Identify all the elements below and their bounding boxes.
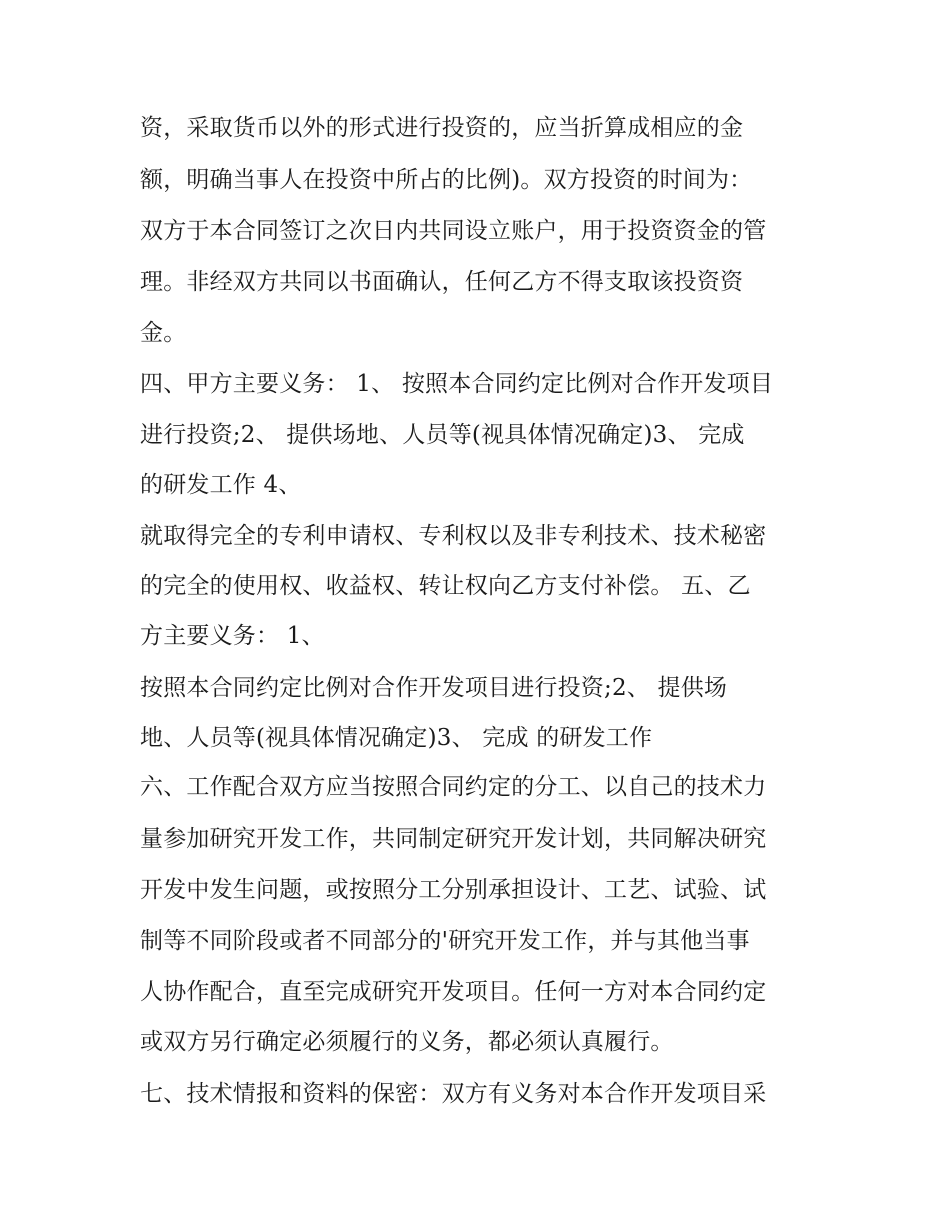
text-line: 地、人员等(视具体情况确定)3、 完成 的研发工作 <box>140 725 653 751</box>
text-line: 六、工作配合双方应当按照合同约定的分工、以自己的技术力 <box>140 774 767 800</box>
text-line: 制等不同阶段或者不同部分的'研究开发工作，并与其他当事 <box>140 928 750 954</box>
text-line: 就取得完全的专利申请权、专利权以及非专利技术、技术秘密 <box>140 523 767 549</box>
text-line: 的完全的使用权、收益权、转让权向乙方支付补偿。 五、乙 <box>140 573 751 599</box>
text-line: 理。非经双方共同以书面确认，任何乙方不得支取该投资资 <box>140 269 744 295</box>
text-line: 七、技术情报和资料的保密：双方有义务对本合作开发项目采 <box>140 1081 767 1107</box>
text-line: 双方于本合同签订之次日内共同设立账户，用于投资资金的管 <box>140 218 767 244</box>
text-line: 四、甲方主要义务： 1、 按照本合同约定比例对合作开发项目 <box>140 371 774 397</box>
text-line: 资，采取货币以外的形式进行投资的，应当折算成相应的金 <box>140 115 744 141</box>
text-line: 金。 <box>140 320 187 346</box>
text-line: 按照本合同约定比例对合作开发项目进行投资;2、 提供场 <box>140 675 728 701</box>
text-line: 的研发工作 4、 <box>140 472 302 498</box>
text-line: 额，明确当事人在投资中所占的比例)。双方投资的时间为： <box>140 167 753 193</box>
text-line: 量参加研究开发工作，共同制定研究开发计划，共同解决研究 <box>140 826 767 852</box>
text-line: 开发中发生问题，或按照分工分别承担设计、工艺、试验、试 <box>140 877 767 903</box>
text-line: 人协作配合，直至完成研究开发项目。任何一方对本合同约定 <box>140 979 767 1005</box>
text-line: 或双方另行确定必须履行的义务，都必须认真履行。 <box>140 1029 674 1055</box>
text-line: 进行投资;2、 提供场地、人员等(视具体情况确定)3、 完成 <box>140 422 745 448</box>
text-line: 方主要义务： 1、 <box>140 623 325 649</box>
